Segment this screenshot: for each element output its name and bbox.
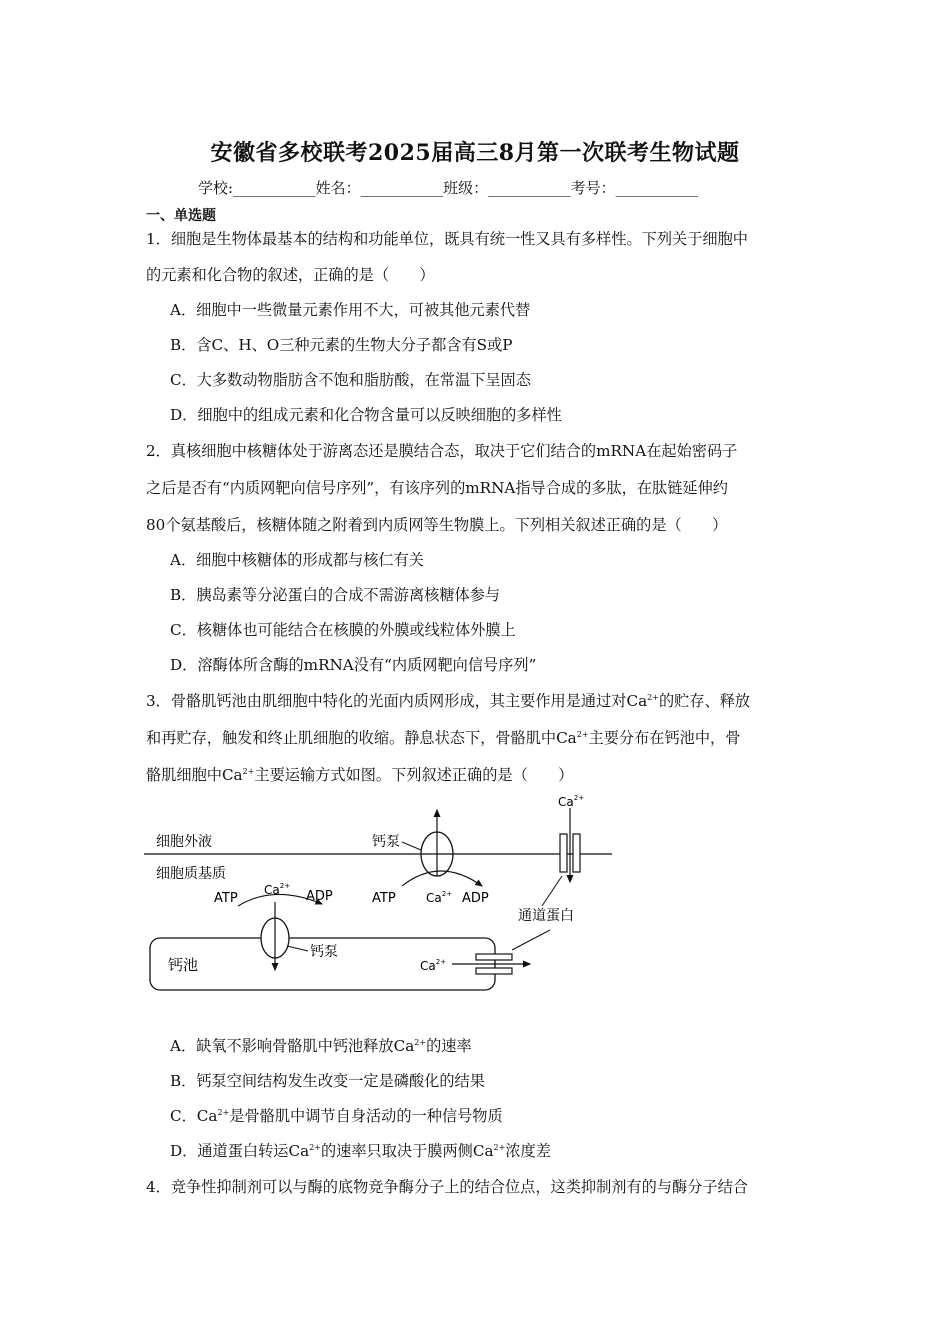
calcium-store-label: 钙池 <box>168 956 199 974</box>
cytoplasm-label: 细胞质基质 <box>156 866 226 882</box>
q2-option-b[interactable]: B．胰岛素等分泌蛋白的合成不需游离核糖体参与 <box>170 586 501 604</box>
name-field[interactable]: 姓名：___________ <box>315 179 444 197</box>
membrane-pump-label: 钙泵 <box>372 834 400 850</box>
channel-protein-label: 通道蛋白 <box>518 908 574 924</box>
q2-stem-line3: 80个氨基酸后，核糖体随之附着到内质网等生物膜上。下列相关叙述正确的是（ ） <box>146 516 728 534</box>
section-heading: 一、单选题 <box>146 208 216 224</box>
q3-option-b[interactable]: B．钙泵空间结构发生改变一定是磷酸化的结果 <box>170 1072 485 1090</box>
q3-stem-line3: 骼肌细胞中$Ca^{2+}$主要运输方式如图。下列叙述正确的是（ ） <box>146 766 574 784</box>
membrane-channel-right <box>573 834 580 872</box>
school-field[interactable]: 学校:___________ <box>198 179 316 197</box>
membrane-adp-label: ADP <box>462 891 489 906</box>
q1-stem-line1: 1．细胞是生物体最基本的结构和功能单位，既具有统一性又具有多样性。下列关于细胞中 <box>146 230 748 248</box>
q1-option-b[interactable]: B．含C、H、O三种元素的生物大分子都含有S或P <box>170 336 513 354</box>
q3-option-a[interactable]: A．缺氧不影响骨骼肌中钙池释放$Ca^{2+}$的速率 <box>170 1037 472 1055</box>
membrane-atp-label: ATP <box>372 891 396 906</box>
q3-stem-line1: 3．骨骼肌钙池由肌细胞中特化的光面内质网形成，其主要作用是通过对$Ca^{2+}$的贮存、释放 <box>146 692 751 710</box>
store-channel-top <box>476 954 512 960</box>
store-pump-label: 钙泵 <box>310 944 338 960</box>
extracellular-label: 细胞外液 <box>156 834 212 850</box>
q3-stem-line2: 和再贮存，触发和终止肌细胞的收缩。静息状态下，骨骼肌中$Ca^{2+}$主要分布在钙池中，骨 <box>146 729 741 747</box>
q1-stem-line2: 的元素和化合物的叙述，正确的是（ ） <box>146 266 435 284</box>
membrane-ca-label: $Ca^{2+}$ <box>426 890 453 905</box>
store-adp-label: ADP <box>306 889 333 904</box>
q1-option-a[interactable]: A．细胞中一些微量元素作用不大，可被其他元素代替 <box>170 301 531 319</box>
q2-stem-line2: 之后是否有“内质网靶向信号序列”，有该序列的mRNA指导合成的多肽，在肽链延伸约 <box>146 479 728 497</box>
store-channel-bottom <box>476 968 512 974</box>
q2-option-a[interactable]: A．细胞中核糖体的形成都与核仁有关 <box>170 551 424 569</box>
membrane-channel-left <box>560 834 567 872</box>
student-info-line <box>198 177 698 198</box>
q4-stem-line1: 4．竞争性抑制剂可以与酶的底物竞争酶分子上的结合位点，这类抑制剂有的与酶分子结合 <box>146 1178 748 1196</box>
exam-number-field[interactable]: 考号：___________ <box>570 179 699 197</box>
q3-option-c[interactable]: C．$Ca^{2+}$是骨骼肌中调节自身活动的一种信号物质 <box>170 1107 503 1125</box>
q2-stem-line1: 2．真核细胞中核糖体处于游离态还是膜结合态，取决于它们结合的mRNA在起始密码子 <box>146 442 738 460</box>
q2-option-d[interactable]: D．溶酶体所含酶的mRNA没有“内质网靶向信号序列” <box>170 656 537 674</box>
store-ca-out-label: $Ca^{2+}$ <box>420 958 447 973</box>
channel-ca-label: $Ca^{2+}$ <box>558 794 585 809</box>
store-ca-label: $Ca^{2+}$ <box>264 882 291 897</box>
q2-option-c[interactable]: C．核糖体也可能结合在核膜的外膜或线粒体外膜上 <box>170 621 516 639</box>
class-field[interactable]: 班级：___________ <box>443 179 571 197</box>
store-atp-label: ATP <box>214 891 238 906</box>
q3-option-d[interactable]: D．通道蛋白转运$Ca^{2+}$的速率只取决于膜两侧$Ca^{2+}$浓度差 <box>170 1142 551 1160</box>
page-title: 安徽省多校联考2025届高三8月第一次联考生物试题 <box>210 140 740 166</box>
calcium-transport-diagram <box>140 790 620 1000</box>
q1-option-d[interactable]: D．细胞中的组成元素和化合物含量可以反映细胞的多样性 <box>170 406 562 424</box>
q1-option-c[interactable]: C．大多数动物脂肪含不饱和脂肪酸，在常温下呈固态 <box>170 371 531 389</box>
